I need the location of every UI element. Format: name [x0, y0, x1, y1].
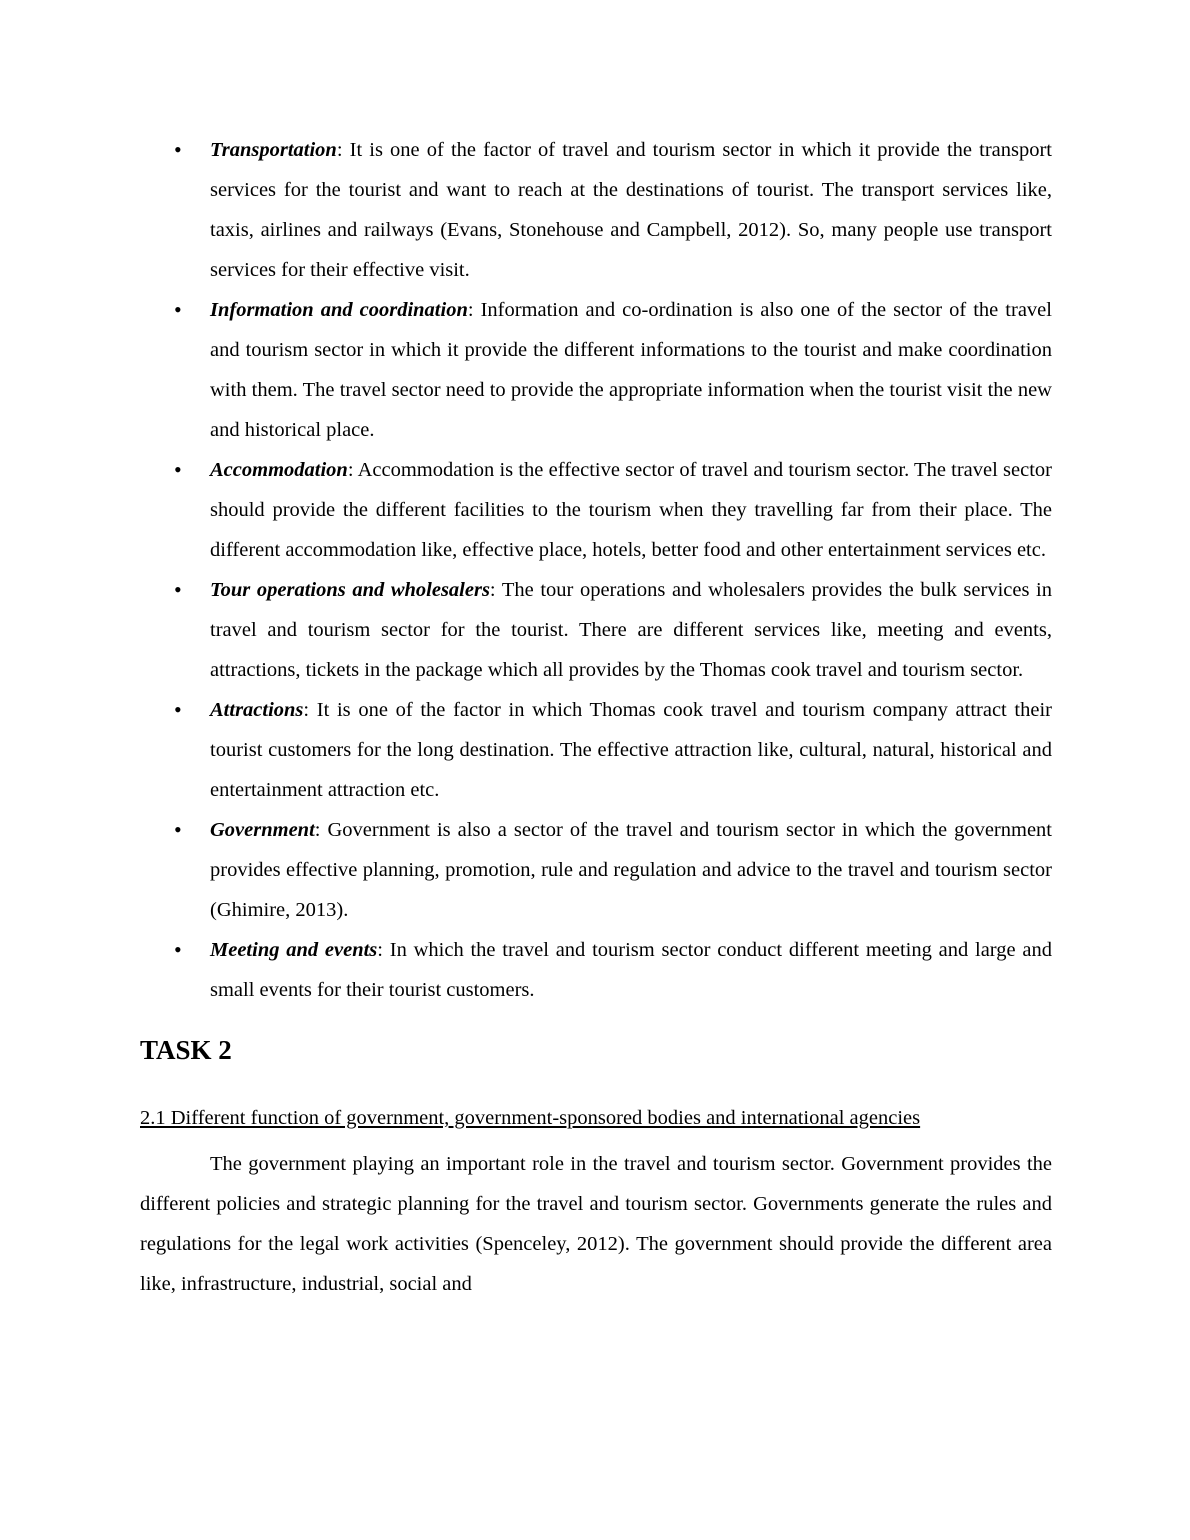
bullet-term: Accommodation [210, 459, 348, 481]
bullet-term: Tour operations and wholesalers [210, 579, 490, 601]
bullet-text: : Government is also a sector of the travel and tourism sector in which the government provides effective planning, promotion, rule and regulation and advice to the travel and tourism sector (Ghimire, 2013). [210, 819, 1052, 921]
bullet-text: : It is one of the factor of travel and tourism sector in which it provide the transport services for the tourist and want to reach at the destinations of tourist. The transport services like, taxis, airlines and railways (Evans, Stonehouse and Campbell, 2012). So, many people use transport services for their effective visit. [210, 139, 1052, 281]
bullet-text: : The tour operations and wholesalers provides the bulk services in travel and tourism sector for the tourist. There are different services like, meeting and events, attractions, tickets in the package which all provides by the Thomas cook travel and tourism sector. [210, 579, 1052, 681]
tourism-sector-bullet-list [140, 130, 1052, 1010]
list-item-government [140, 810, 1052, 930]
list-item-meeting-events [140, 930, 1052, 1010]
task-2-heading: TASK 2 [140, 1035, 232, 1065]
section-2-1-heading: 2.1 Different function of government, government-sponsored bodies and international agencies [140, 1107, 921, 1129]
list-item-attractions [140, 690, 1052, 810]
government-role-paragraph: The government playing an important role in the travel and tourism sector. Government provides the different policies and strategic planning for the travel and tourism sector. Governments generate the rules and regulations for the legal work activities (Spenceley, 2012). The government should provide the different area like, infrastructure, industrial, social and [140, 1153, 1052, 1295]
list-item-tour-operations [140, 570, 1052, 690]
bullet-term: Information and coordination [210, 299, 468, 321]
list-item-information-coordination [140, 290, 1052, 450]
bullet-text: : It is one of the factor in which Thomas cook travel and tourism company attract their tourist customers for the long destination. The effective attraction like, cultural, natural, historical and entertainment attraction etc. [210, 699, 1052, 801]
document-content [140, 130, 1052, 1304]
bullet-text: : Accommodation is the effective sector of travel and tourism sector. The travel sector should provide the different facilities to the tourism when they travelling far from their place. The different accommodation like, effective place, hotels, better food and other entertainment services etc. [210, 459, 1052, 561]
bullet-term: Meeting and events [210, 939, 378, 961]
bullet-term: Attractions [210, 699, 304, 721]
list-item-accommodation [140, 450, 1052, 570]
bullet-text: : Information and co-ordination is also one of the sector of the travel and tourism sector in which it provide the different informations to the tourist and make coordination with them. The travel sector need to provide the appropriate information when the tourist visit the new and historical place. [210, 299, 1052, 441]
bullet-text: : In which the travel and tourism sector conduct different meeting and large and small events for their tourist customers. [210, 939, 1052, 1001]
bullet-term: Government [210, 819, 315, 841]
bullet-term: Transportation [210, 139, 337, 161]
list-item-transportation [140, 130, 1052, 290]
